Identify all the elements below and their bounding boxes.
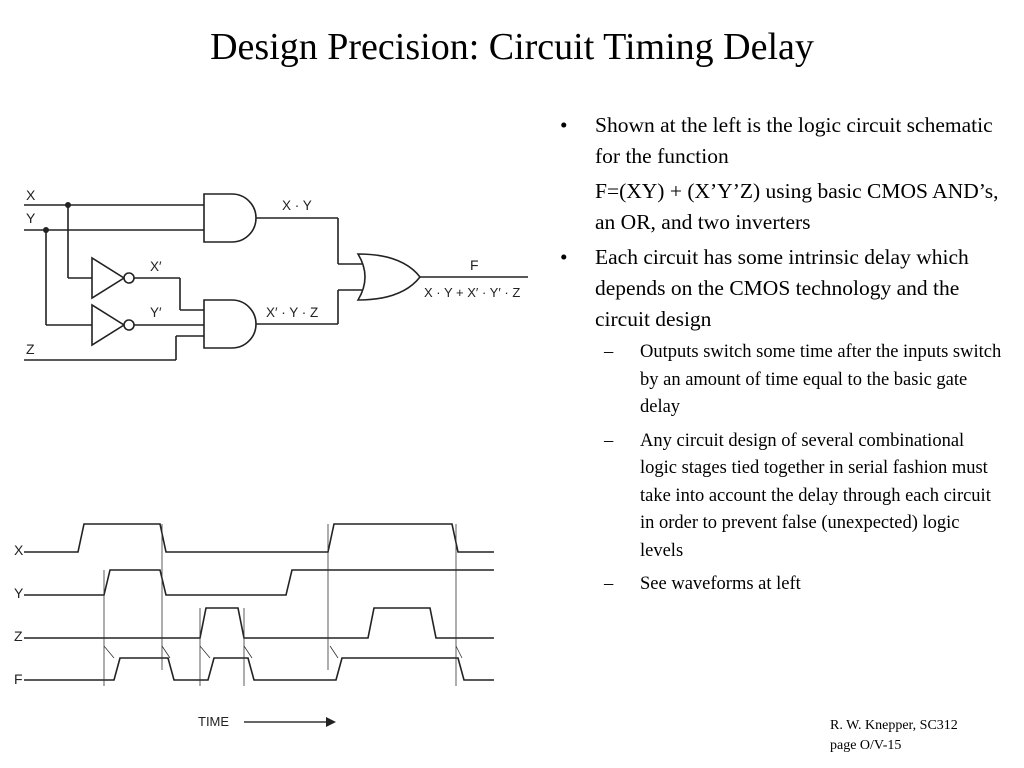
input-y-label: Y <box>26 210 36 226</box>
bullet-marker: • <box>560 113 568 137</box>
time-arrow-icon <box>326 717 336 727</box>
waveform-z <box>24 608 494 638</box>
bullet-text: Each circuit has some intrinsic delay which depends on the CMOS technology and the circuit design <box>595 245 969 331</box>
slide-footer <box>830 716 958 756</box>
waveform-x <box>24 524 494 552</box>
input-x-label: X <box>26 187 36 203</box>
sub-bullet-text: Any circuit design of several combinational logic stages tied together in serial fashion must take into account the delay through each circuit in order to prevent false (unexpected) logic levels <box>640 430 991 561</box>
signal-label-x: X <box>14 542 24 558</box>
signal-label-z: Z <box>14 628 23 644</box>
bullet-item <box>552 110 1002 172</box>
bullet-continuation: F=(XY) + (X’Y’Z) using basic CMOS AND’s, an OR, and two inverters <box>595 179 999 234</box>
sub-bullet-text: See waveforms at left <box>640 574 801 594</box>
signal-label-f: F <box>14 671 23 687</box>
xnyz-label: X′ · Y · Z <box>266 305 319 320</box>
xy-label: X · Y <box>282 198 312 213</box>
bullet-text: Shown at the left is the logic circuit schematic for the function <box>595 113 993 168</box>
signal-label-y: Y <box>14 585 24 601</box>
bullet-list <box>552 110 1002 605</box>
sub-bullet-marker: – <box>604 430 614 451</box>
waveform-y <box>24 570 494 595</box>
timing-waveform-diagram <box>0 510 540 740</box>
footer-author: R. W. Knepper, SC312 <box>830 718 958 733</box>
output-f-label: F <box>470 257 479 273</box>
input-z-label: Z <box>26 341 35 357</box>
sub-bullet-item <box>552 571 1002 599</box>
waveform-f <box>24 658 494 680</box>
inverter-y <box>92 305 124 345</box>
bullet-item <box>552 242 1002 335</box>
inverter-x <box>92 258 124 298</box>
logic-circuit-schematic <box>0 170 540 370</box>
slide-title: Design Precision: Circuit Timing Delay <box>210 26 814 68</box>
footer-page: page O/V-15 <box>830 738 902 753</box>
ynot-label: Y′ <box>150 305 162 320</box>
sub-bullet-item <box>552 428 1002 566</box>
xnot-label: X′ <box>150 259 162 274</box>
bullet-marker: • <box>560 245 568 269</box>
sub-bullet-marker: – <box>604 574 614 594</box>
sub-bullet-text: Outputs switch some time after the inputs switch by an amount of time equal to the basic gate delay <box>640 342 1002 417</box>
sub-bullet-marker: – <box>604 342 614 362</box>
output-expression-label: X · Y + X′ · Y′ · Z <box>424 285 521 300</box>
time-axis-label: TIME <box>198 714 230 729</box>
sub-bullet-item <box>552 339 1002 422</box>
